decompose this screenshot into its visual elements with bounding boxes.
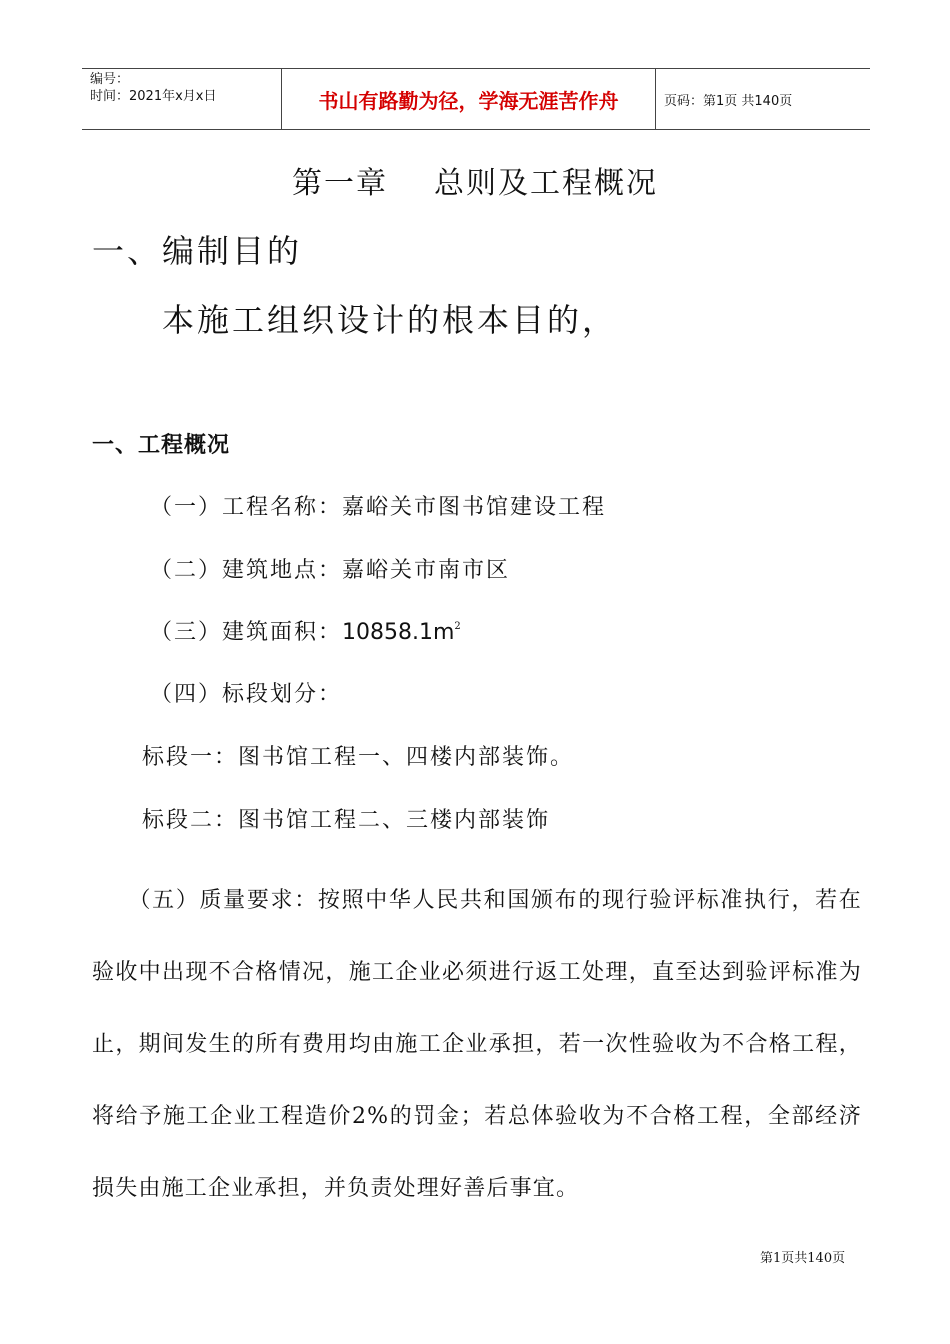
page-header	[82, 68, 870, 130]
lot-two: 标段二：图书馆工程二、三楼内部装饰	[142, 808, 551, 833]
area-value: 10858.1m	[342, 620, 455, 645]
page-footer: 第1页共140页	[760, 1251, 846, 1266]
project-name-item: （一）工程名称：嘉峪关市图书馆建设工程	[150, 495, 607, 520]
quality-requirement-paragraph	[92, 865, 862, 1225]
header-meta	[82, 69, 282, 129]
section-heading-purpose: 一、编制目的	[92, 232, 303, 270]
chapter-name: 总则及工程概况	[434, 166, 658, 201]
doc-number-label: 编号：	[90, 72, 130, 87]
purpose-text: 本施工组织设计的根本目的，	[162, 301, 618, 339]
project-area-item	[150, 615, 463, 646]
header-motto: 书山有路勤为径，学海无涯苦作舟	[282, 69, 656, 129]
quality-text: （五）质量要求：按照中华人民共和国颁布的现行验评标准执行，若在验收中出现不合格情况，施工企业必须进行返工处理，直至达到验评标准为止，期间发生的所有费用均由施工企业承担，若一次性验收为不合格工程，将给予施工企业工程造价2%的罚金；若总体验收为不合格工程，全部经济损失由施工企业承担，并负责处理好善后事宜。	[92, 888, 862, 1201]
doc-time-label: 时间：2021年x月x日	[90, 89, 217, 104]
lot-division-item: （四）标段划分：	[150, 682, 343, 707]
area-label: （三）建筑面积：	[150, 620, 343, 645]
lot-one: 标段一：图书馆工程一、四楼内部装饰。	[142, 745, 575, 770]
area-unit-superscript: 2	[454, 621, 463, 632]
section-heading-overview: 一、工程概况	[92, 432, 231, 458]
chapter-title	[0, 158, 950, 202]
project-location-item: （二）建筑地点：嘉峪关市南市区	[150, 558, 511, 583]
header-page-info: 页码：第1页 共140页	[664, 93, 793, 109]
chapter-number: 第一章	[292, 166, 388, 201]
